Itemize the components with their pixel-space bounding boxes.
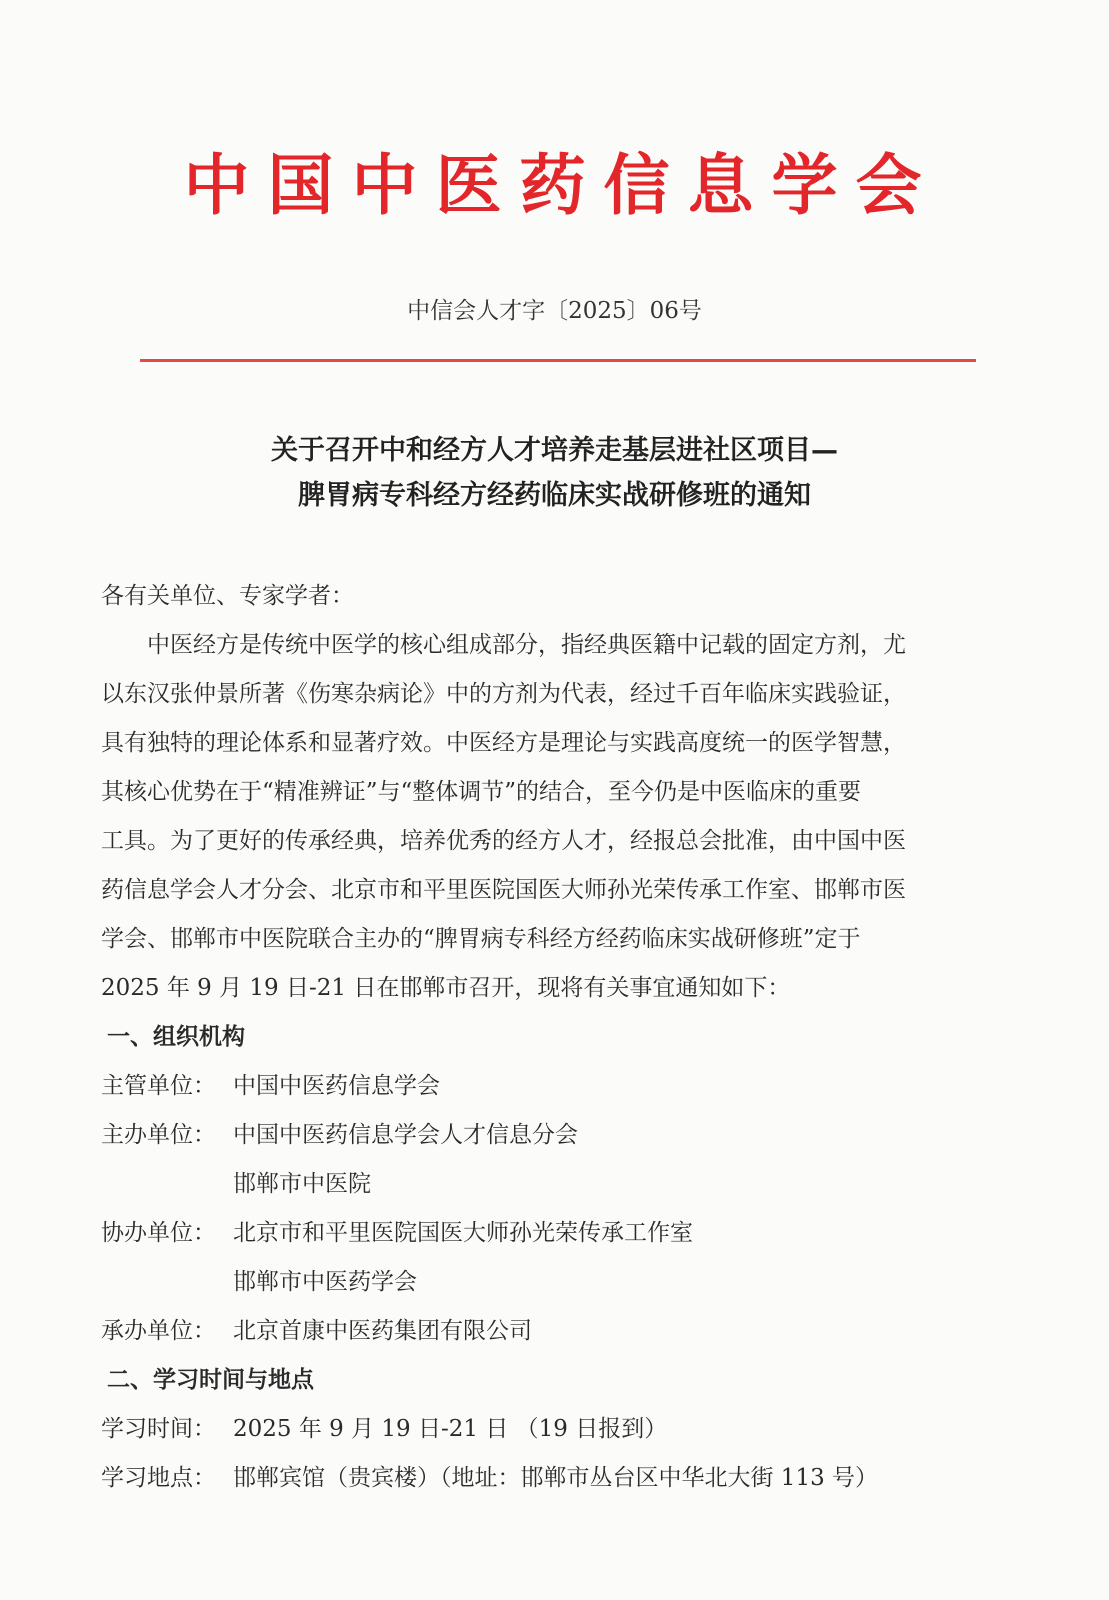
notice-subject bbox=[0, 428, 1109, 518]
intro-line: 具有独特的理论体系和显著疗效。中医经方是理论与实践高度统一的医学智慧， bbox=[101, 730, 906, 756]
intro-line: 工具。为了更好的传承经典，培养优秀的经方人才，经报总会批准，由中国中医 bbox=[101, 828, 906, 854]
notice-body bbox=[101, 572, 1021, 1503]
intro-line: 2025 年 9 月 19 日-21 日在邯郸市召开，现将有关事宜通知如下： bbox=[101, 975, 791, 1001]
red-divider-line bbox=[140, 359, 976, 362]
study-place-value: 邯郸宾馆（贵宾楼）（地址：邯郸市丛台区中华北大街 113 号） bbox=[233, 1465, 879, 1491]
section-heading-organization: 一、组织机构 bbox=[107, 1024, 245, 1050]
intro-line: 中医经方是传统中医学的核心组成部分，指经典医籍中记载的固定方剂，尤 bbox=[147, 632, 906, 658]
hosts-row bbox=[101, 1111, 1021, 1160]
organizer-row bbox=[101, 1307, 1021, 1356]
intro-line: 以东汉张仲景所著《伤寒杂病论》中的方剂为代表，经过千百年临床实践验证， bbox=[101, 681, 906, 707]
subject-line-1: 关于召开中和经方人才培养走基层进社区项目— bbox=[271, 435, 838, 466]
supervisor-label: 主管单位： bbox=[101, 1073, 216, 1099]
study-time-label: 学习时间： bbox=[101, 1416, 216, 1442]
host-value: 中国中医药信息学会人才信息分会 bbox=[233, 1122, 578, 1148]
study-place-row bbox=[101, 1454, 1021, 1503]
supervisor-value: 中国中医药信息学会 bbox=[233, 1073, 440, 1099]
document-number: 中信会人才字〔2025〕06号 bbox=[407, 298, 702, 324]
co-hosts-row bbox=[101, 1209, 1021, 1258]
organizer-label: 承办单位： bbox=[101, 1318, 216, 1344]
study-time-value: 2025 年 9 月 19 日-21 日 （19 日报到） bbox=[233, 1416, 668, 1442]
org-title: 中国中医药信息学会 bbox=[183, 147, 940, 224]
hosts-label: 主办单位： bbox=[101, 1122, 216, 1148]
intro-line: 学会、邯郸市中医院联合主办的“脾胃病专科经方经药临床实战研修班”定于 bbox=[101, 926, 861, 952]
supervisor-row bbox=[101, 1062, 1021, 1111]
study-place-label: 学习地点： bbox=[101, 1465, 216, 1491]
salutation: 各有关单位、专家学者： bbox=[101, 583, 354, 609]
co-hosts-label: 协办单位： bbox=[101, 1220, 216, 1246]
intro-line: 其核心优势在于“精准辨证”与“整体调节”的结合，至今仍是中医临床的重要 bbox=[101, 779, 862, 805]
intro-line: 药信息学会人才分会、北京市和平里医院国医大师孙光荣传承工作室、邯郸市医 bbox=[101, 877, 906, 903]
subject-line-2: 脾胃病专科经方经药临床实战研修班的通知 bbox=[298, 480, 811, 511]
section-heading-time-place: 二、学习时间与地点 bbox=[107, 1367, 314, 1393]
study-time-row bbox=[101, 1405, 1021, 1454]
co-host-value: 邯郸市中医药学会 bbox=[233, 1269, 417, 1295]
co-host-value: 北京市和平里医院国医大师孙光荣传承工作室 bbox=[233, 1220, 693, 1246]
organizer-value: 北京首康中医药集团有限公司 bbox=[233, 1318, 532, 1344]
host-value: 邯郸市中医院 bbox=[233, 1171, 371, 1197]
intro-paragraph bbox=[101, 621, 1021, 1013]
